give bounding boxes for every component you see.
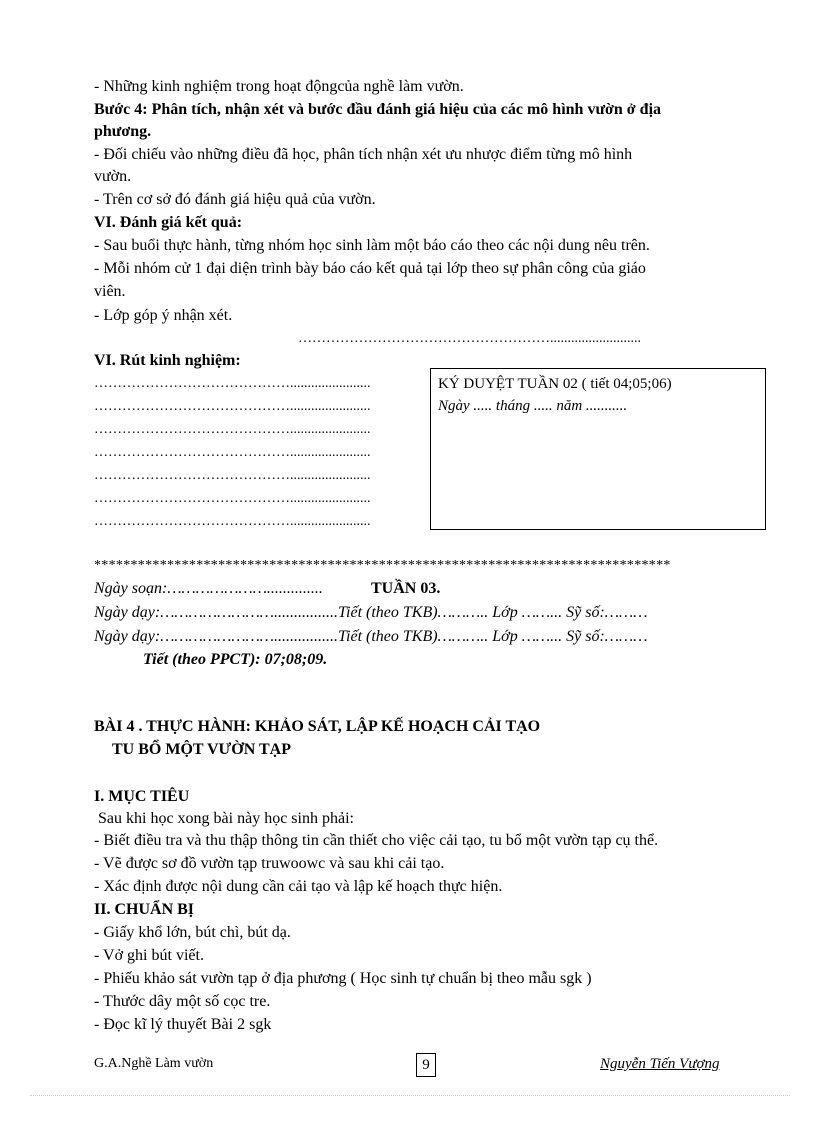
footer-author: Nguyễn Tiến Vượng [600,1056,720,1072]
week-label: TUẦN 03. [371,580,441,597]
approval-title: KÝ DUYỆT TUẦN 02 ( tiết 04;05;06) [438,376,672,392]
ppct-periods: Tiết (theo PPCT): 07;08;09. [143,651,328,668]
compare-line1: - Đối chiếu vào những điều đã học, phân tích nhận xét ưu nhược điểm từng mô hình [94,146,633,163]
evaluation-item: viên. [94,283,126,300]
teach-date-1: Ngày dạy:……………………................Tiết (theo TKB)……….. Lớp ……... Sỹ số:……… [94,604,648,621]
step4-heading-line2: phương. [94,123,152,140]
preparation-item: - Giấy khổ lớn, bút chì, bút dạ. [94,924,291,941]
objective-item: - Vẽ được sơ đồ vườn tạp truwoowc và sau khi cải tạo. [94,855,445,872]
lesson-title-line1: BÀI 4 . THỰC HÀNH: KHẢO SÁT, LẬP KẾ HOẠCH CẢI TẠO [94,718,541,735]
experience-dot-line: ……………………………………....................... [94,376,371,391]
experience-dot-line: ……………………………………....................... [94,399,371,414]
footer-rule [30,1095,790,1096]
experience-dot-line: ……………………………………....................... [94,491,371,506]
preparation-item: - Phiếu khảo sát vườn tạp ở địa phương ( Học sinh tự chuẩn bị theo mẫu sgk ) [94,970,592,987]
evaluation-item: - Mỗi nhóm cử 1 đại diện trình bày báo cáo kết quả tại lớp theo sự phân công của giáo [94,260,646,277]
prep-date: Ngày soạn:………………….............. [94,580,323,597]
preparation-heading: II. CHUẨN BỊ [94,901,195,918]
objectives-heading: I. MỤC TIÊU [94,788,190,805]
evaluation-heading: VI. Đánh giá kết quả: [94,214,243,231]
basis-line: - Trên cơ sở đó đánh giá hiệu quả của vườn. [94,191,376,208]
page-number: 9 [416,1053,436,1077]
section-separator: ……………………………………………….......................... [298,331,641,346]
preparation-item: - Vở ghi bút viết. [94,947,204,964]
preparation-item: - Đọc kĩ lý thuyết Bài 2 sgk [94,1016,272,1033]
practice-line: - Những kinh nghiệm trong hoạt độngcủa nghề làm vườn. [94,78,464,95]
preparation-item: - Thước dây một số cọc tre. [94,993,271,1010]
experience-dot-line: ……………………………………....................... [94,445,371,460]
experience-dot-line: ……………………………………....................... [94,422,371,437]
compare-line2: vườn. [94,168,132,185]
evaluation-item: - Lớp góp ý nhận xét. [94,307,233,324]
approval-box [430,368,766,530]
approval-date: Ngày ..... tháng ..... năm ........... [438,398,628,414]
objectives-intro: Sau khi học xong bài này học sinh phải: [98,810,354,827]
experience-dot-line: ……………………………………....................... [94,514,371,529]
evaluation-item: - Sau buổi thực hành, từng nhóm học sinh làm một báo cáo theo các nội dung nêu trên. [94,237,650,254]
step4-heading-line1: Bước 4: Phân tích, nhận xét và bước đầu đánh giá hiệu của các mô hình vườn ở địa [94,101,662,118]
experience-dot-line: ……………………………………....................... [94,468,371,483]
lesson-title-line2: TU BỔ MỘT VƯỜN TẠP [112,741,291,758]
teach-date-2: Ngày dạy:……………………................Tiết (theo TKB)……….. Lớp ……... Sỹ số:……… [94,628,648,645]
experience-heading: VI. Rút kinh nghiệm: [94,352,241,369]
star-separator: ******************************************************************************* [94,558,671,573]
objective-item: - Xác định được nội dung cần cải tạo và lập kế hoạch thực hiện. [94,878,503,895]
objective-item: - Biết điều tra và thu thập thông tin cần thiết cho việc cải tạo, tu bổ một vườn tạp cụ thể. [94,832,659,849]
footer-course: G.A.Nghề Làm vườn [94,1056,214,1071]
